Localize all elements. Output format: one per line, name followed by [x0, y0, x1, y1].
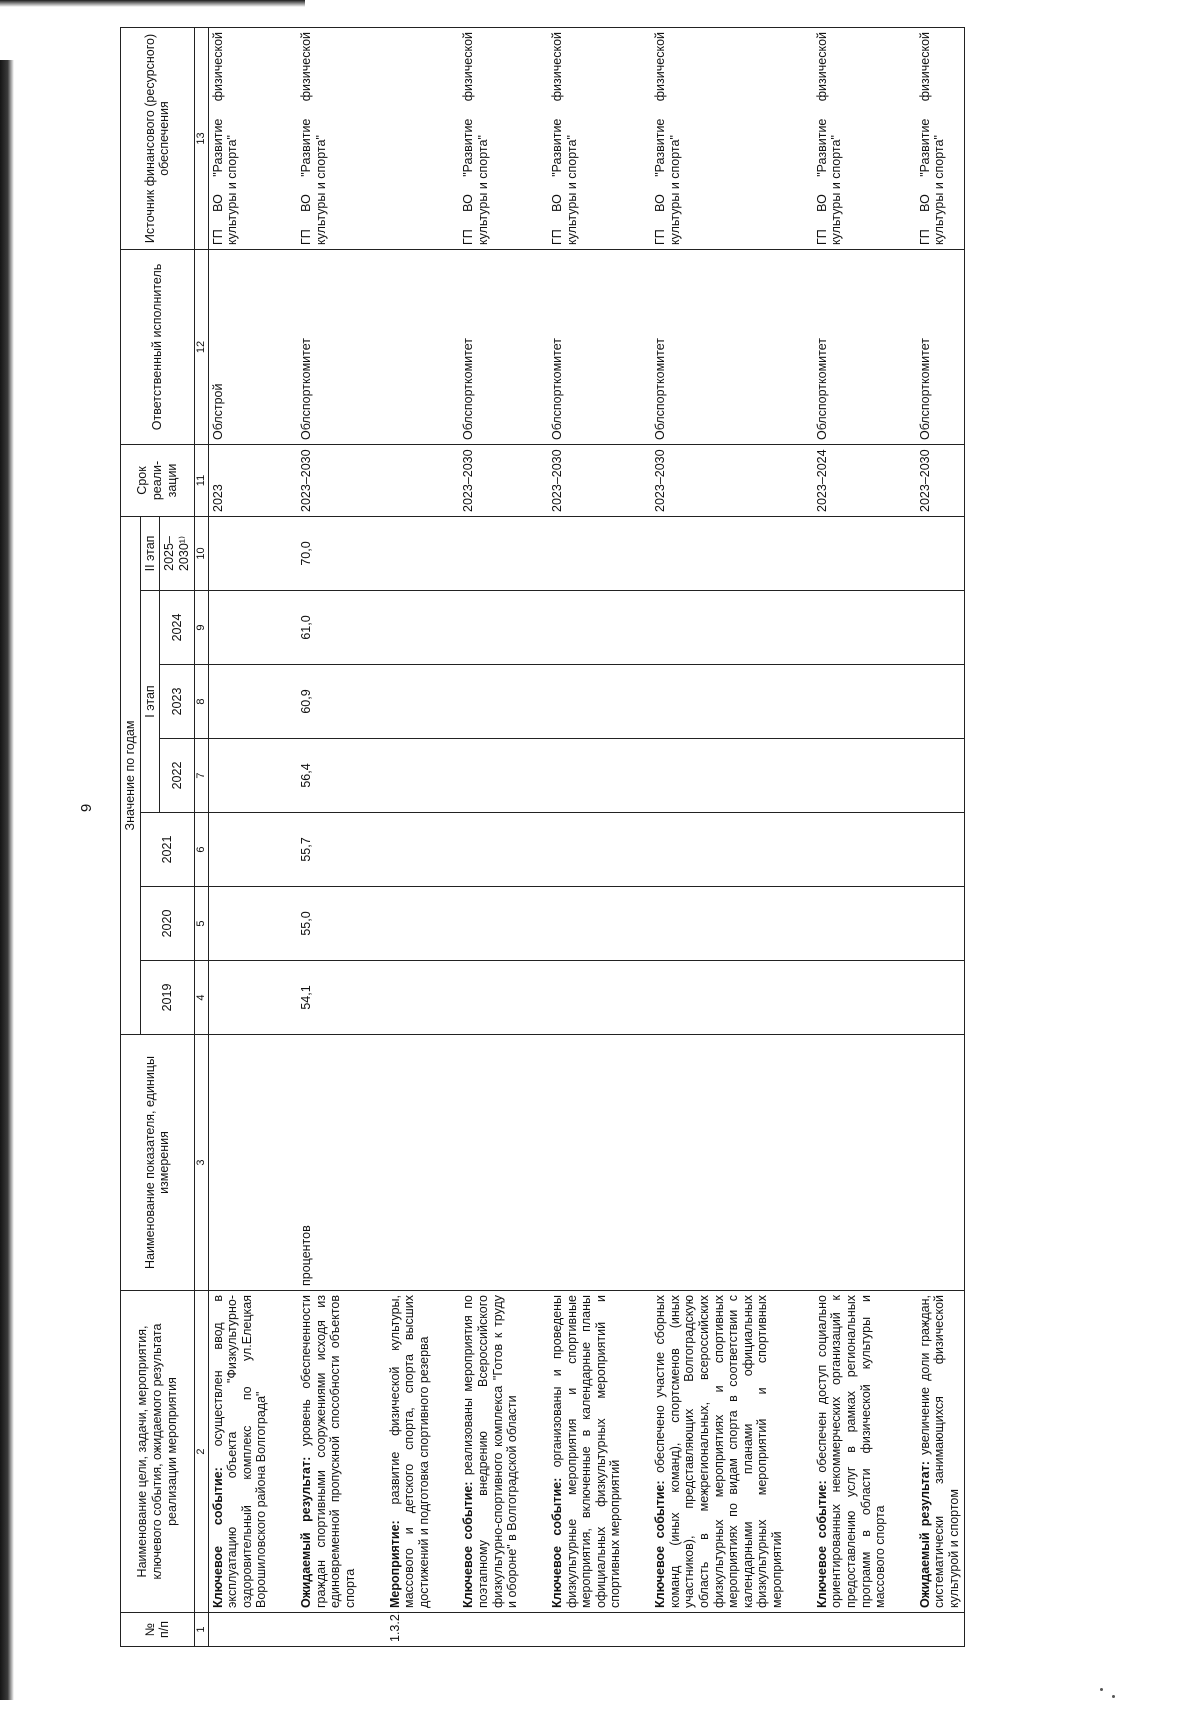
spacer-cell — [890, 591, 916, 665]
spacer-cell — [433, 1035, 459, 1291]
row-value-2020 — [813, 887, 890, 961]
row-text: организованы и проведены физкультурные мероприятия и спортивные мероприятия, включенные в календарные планы официальных физкультурных мероприятий и спортивных мероприятий — [549, 1295, 623, 1608]
row-value-2019 — [651, 961, 787, 1035]
row-value-2022 — [548, 739, 625, 813]
column-number: 11 — [194, 444, 208, 516]
row-number — [297, 1613, 360, 1647]
row-source: ГП ВО "Развитие физической культуры и спорта" — [459, 27, 522, 249]
table-row — [297, 27, 360, 1646]
page-number: 9 — [78, 803, 95, 813]
row-spacer — [433, 27, 459, 1646]
row-term: 2023–2030 — [651, 444, 787, 516]
row-value-2021 — [386, 813, 434, 887]
header-year-2019: 2019 — [140, 961, 194, 1035]
table-row — [813, 27, 890, 1646]
row-lead: Ключевое событие: — [549, 1477, 564, 1608]
row-lead: Ожидаемый результат: — [917, 1461, 932, 1608]
row-source: ГП ВО "Развитие физической культуры и спорта" — [651, 27, 787, 249]
row-description — [459, 1291, 522, 1613]
spacer-cell — [890, 444, 916, 516]
row-lead: Ожидаемый результат: — [299, 1456, 313, 1608]
row-value-2020 — [208, 887, 271, 961]
table-row — [208, 27, 271, 1646]
row-number — [916, 1613, 964, 1647]
header-year-2022: 2022 — [160, 739, 194, 813]
header-stage-2: II этап — [140, 516, 160, 590]
table-row — [386, 27, 434, 1646]
spacer-cell — [522, 249, 548, 444]
spacer-cell — [271, 516, 297, 590]
spacer-cell — [360, 739, 386, 813]
spacer-cell — [787, 813, 813, 887]
header-name: Наименование цели, задачи, мероприятия, ключевого события, ожидаемого результата реализации мероприятия — [121, 1291, 195, 1613]
row-spacer — [625, 27, 651, 1646]
row-source: ГП ВО "Развитие физической культуры и спорта" — [548, 27, 625, 249]
spacer-cell — [522, 1291, 548, 1613]
row-responsible — [386, 249, 434, 444]
spacer-cell — [522, 961, 548, 1035]
row-text: осуществлен ввод в эксплуатацию объекта "Физкультурно-оздоровительный комплекс по ул.Елецкая Ворошиловского района Волгограда" — [210, 1295, 269, 1608]
spacer-cell — [433, 1613, 459, 1647]
spacer-cell — [625, 813, 651, 887]
spacer-cell — [787, 887, 813, 961]
row-indicator — [916, 1035, 964, 1291]
row-value-2025 — [548, 516, 625, 590]
spacer-cell — [271, 249, 297, 444]
row-value-2021 — [916, 813, 964, 887]
header-responsible: Ответственный исполнитель — [121, 249, 195, 444]
row-value-2022 — [916, 739, 964, 813]
row-spacer — [890, 27, 916, 1646]
row-value-2023 — [208, 665, 271, 739]
row-value-2019 — [208, 961, 271, 1035]
row-value-2022 — [651, 739, 787, 813]
row-value-2024 — [386, 591, 434, 665]
row-value-2021: 55,7 — [297, 813, 360, 887]
column-number: 7 — [194, 739, 208, 813]
spacer-cell — [271, 813, 297, 887]
row-value-2023 — [813, 665, 890, 739]
row-term: 2023–2030 — [459, 444, 522, 516]
row-term — [386, 444, 434, 516]
spacer-cell — [522, 444, 548, 516]
spacer-cell — [787, 739, 813, 813]
spacer-cell — [522, 739, 548, 813]
row-value-2020 — [459, 887, 522, 961]
row-value-2024: 61,0 — [297, 591, 360, 665]
row-lead: Мероприятие: — [387, 1520, 402, 1608]
row-value-2020 — [651, 887, 787, 961]
row-responsible: Облспорткомитет — [916, 249, 964, 444]
column-number: 5 — [194, 887, 208, 961]
row-term: 2023–2030 — [548, 444, 625, 516]
scan-left-edge — [0, 60, 14, 1700]
header-term: Срок реали-зации — [121, 444, 195, 516]
spacer-cell — [360, 961, 386, 1035]
spacer-cell — [360, 27, 386, 249]
rotated-page — [70, 5, 1110, 1685]
spacer-cell — [271, 1291, 297, 1613]
row-value-2020 — [386, 887, 434, 961]
row-text: обеспечено участие сборных команд (иных команд), спортсменов (иных участников), представляющих Волгоградскую область в межрегиональных, всероссийских физкультурных мероприятиях и спортивных мероприятиях по видам спорта в соответствии с календарными планами официальных физкультурных мероприятий и спортивных мероприятий — [653, 1295, 784, 1608]
spacer-cell — [787, 249, 813, 444]
table-body — [208, 27, 964, 1646]
row-value-2025 — [916, 516, 964, 590]
header-year-2020: 2020 — [140, 887, 194, 961]
row-term: 2023–2030 — [916, 444, 964, 516]
spacer-cell — [890, 1613, 916, 1647]
row-number — [208, 1613, 271, 1647]
row-indicator — [813, 1035, 890, 1291]
column-numbering-row — [194, 27, 208, 1646]
row-value-2024 — [208, 591, 271, 665]
spacer-cell — [433, 665, 459, 739]
row-number — [813, 1613, 890, 1647]
row-value-2024 — [813, 591, 890, 665]
spacer-cell — [890, 1035, 916, 1291]
spacer-cell — [787, 516, 813, 590]
row-indicator — [548, 1035, 625, 1291]
row-source: ГП ВО "Развитие физической культуры и спорта" — [916, 27, 964, 249]
column-number: 10 — [194, 516, 208, 590]
spacer-cell — [271, 665, 297, 739]
header-source: Источник финансового (ресурсного) обеспечения — [121, 27, 195, 249]
header-stage-1: I этап — [140, 591, 160, 813]
spacer-cell — [787, 1613, 813, 1647]
spacer-cell — [625, 1035, 651, 1291]
row-text: увеличение доли граждан, систематически занимающихся физической культурой и спортом — [917, 1295, 961, 1608]
spacer-cell — [625, 1613, 651, 1647]
row-value-2021 — [548, 813, 625, 887]
spacer-cell — [433, 1291, 459, 1613]
spacer-cell — [787, 591, 813, 665]
row-lead: Ключевое событие: — [210, 1467, 225, 1608]
column-number: 12 — [194, 249, 208, 444]
row-value-2020 — [916, 887, 964, 961]
spacer-cell — [522, 813, 548, 887]
spacer-cell — [787, 665, 813, 739]
spacer-cell — [271, 27, 297, 249]
spacer-cell — [522, 887, 548, 961]
spacer-cell — [625, 1291, 651, 1613]
row-value-2021 — [459, 813, 522, 887]
spacer-cell — [360, 887, 386, 961]
program-table — [120, 27, 965, 1647]
spacer-cell — [433, 516, 459, 590]
spacer-cell — [787, 27, 813, 249]
table-row — [651, 27, 787, 1646]
row-spacer — [522, 27, 548, 1646]
row-spacer — [360, 27, 386, 1646]
row-responsible: Облспорткомитет — [548, 249, 625, 444]
spacer-cell — [625, 516, 651, 590]
row-spacer — [271, 27, 297, 1646]
spacer-cell — [522, 1035, 548, 1291]
row-value-2023 — [386, 665, 434, 739]
spacer-cell — [890, 1291, 916, 1613]
column-number: 1 — [194, 1613, 208, 1647]
row-value-2021 — [651, 813, 787, 887]
spacer-cell — [360, 591, 386, 665]
row-value-2019 — [459, 961, 522, 1035]
spacer-cell — [625, 249, 651, 444]
row-value-2025 — [459, 516, 522, 590]
spacer-cell — [360, 665, 386, 739]
row-value-2024 — [548, 591, 625, 665]
row-value-2023 — [548, 665, 625, 739]
table-row — [459, 27, 522, 1646]
spacer-cell — [433, 813, 459, 887]
column-number: 9 — [194, 591, 208, 665]
spacer-cell — [360, 1035, 386, 1291]
spacer-cell — [271, 739, 297, 813]
row-number: 1.3.2. — [386, 1613, 434, 1647]
header-year-2024: 2024 — [160, 591, 194, 665]
row-value-2025: 70,0 — [297, 516, 360, 590]
header-num: № п/п — [121, 1613, 195, 1647]
row-term: 2023 — [208, 444, 271, 516]
header-indicator: Наименование показателя, единицы измерения — [121, 1035, 195, 1291]
spacer-cell — [433, 961, 459, 1035]
spacer-cell — [625, 665, 651, 739]
spacer-cell — [625, 887, 651, 961]
spacer-cell — [890, 813, 916, 887]
spacer-cell — [890, 961, 916, 1035]
spacer-cell — [360, 1291, 386, 1613]
row-text: уровень обеспеченности граждан спортивными сооружениями исходя из единовременной пропускной способности объектов спорта — [299, 1295, 357, 1608]
row-lead: Ключевое событие: — [461, 1481, 476, 1608]
row-indicator: процентов — [297, 1035, 360, 1291]
spacer-cell — [271, 887, 297, 961]
spacer-cell — [787, 1035, 813, 1291]
header-year-2025: 2025–2030¹⁾ — [160, 516, 194, 590]
row-description — [548, 1291, 625, 1613]
row-source: ГП ВО "Развитие физической культуры и спорта" — [297, 27, 360, 249]
row-value-2019 — [548, 961, 625, 1035]
spacer-cell — [522, 591, 548, 665]
spacer-cell — [890, 249, 916, 444]
row-value-2025 — [651, 516, 787, 590]
row-value-2023 — [651, 665, 787, 739]
spacer-cell — [625, 27, 651, 249]
header-values: Значение по годам — [121, 516, 141, 1034]
spacer-cell — [890, 27, 916, 249]
row-responsible: Облспорткомитет — [813, 249, 890, 444]
row-description — [813, 1291, 890, 1613]
spacer-cell — [625, 739, 651, 813]
row-number — [548, 1613, 625, 1647]
spacer-cell — [433, 249, 459, 444]
spacer-cell — [271, 961, 297, 1035]
row-value-2022: 56,4 — [297, 739, 360, 813]
spacer-cell — [433, 591, 459, 665]
row-value-2022 — [813, 739, 890, 813]
spacer-cell — [271, 1613, 297, 1647]
row-value-2024 — [651, 591, 787, 665]
row-description — [651, 1291, 787, 1613]
row-indicator — [386, 1035, 434, 1291]
header-year-2021: 2021 — [140, 813, 194, 887]
row-source: ГП ВО "Развитие физической культуры и спорта" — [813, 27, 890, 249]
spacer-cell — [787, 961, 813, 1035]
spacer-cell — [890, 887, 916, 961]
spacer-cell — [890, 739, 916, 813]
spacer-cell — [360, 444, 386, 516]
row-value-2022 — [459, 739, 522, 813]
spacer-cell — [890, 665, 916, 739]
header-year-2023: 2023 — [160, 665, 194, 739]
row-indicator — [651, 1035, 787, 1291]
spacer-cell — [271, 1035, 297, 1291]
spacer-cell — [522, 665, 548, 739]
row-responsible: Облстрой — [208, 249, 271, 444]
row-source — [386, 27, 434, 249]
row-indicator — [459, 1035, 522, 1291]
table-row — [548, 27, 625, 1646]
row-value-2019: 54,1 — [297, 961, 360, 1035]
row-value-2024 — [916, 591, 964, 665]
row-description — [208, 1291, 271, 1613]
spacer-cell — [625, 444, 651, 516]
scan-speck — [1112, 1695, 1115, 1698]
column-number: 13 — [194, 27, 208, 249]
spacer-cell — [271, 591, 297, 665]
spacer-cell — [360, 1613, 386, 1647]
row-value-2020 — [548, 887, 625, 961]
row-value-2021 — [813, 813, 890, 887]
column-number: 8 — [194, 665, 208, 739]
row-responsible: Облспорткомитет — [459, 249, 522, 444]
row-lead: Ключевое событие: — [814, 1480, 829, 1608]
column-number: 3 — [194, 1035, 208, 1291]
table-row — [916, 27, 964, 1646]
row-value-2021 — [208, 813, 271, 887]
row-term: 2023–2030 — [297, 444, 360, 516]
spacer-cell — [271, 444, 297, 516]
spacer-cell — [522, 1613, 548, 1647]
row-number — [651, 1613, 787, 1647]
row-text: развитие физической культуры, массового и детского спорта, спорта высших достижений и подготовка спортивного резерва — [387, 1295, 431, 1608]
spacer-cell — [787, 444, 813, 516]
row-spacer — [787, 27, 813, 1646]
row-lead: Ключевое событие: — [653, 1480, 667, 1608]
row-description — [916, 1291, 964, 1613]
row-term: 2023–2024 — [813, 444, 890, 516]
spacer-cell — [433, 887, 459, 961]
row-value-2023: 60,9 — [297, 665, 360, 739]
row-value-2019 — [386, 961, 434, 1035]
row-text: реализованы мероприятия по поэтапному внедрению Всероссийского физкультурно-спортивного комплекса "Готов к труду и обороне" в Волгоградской области — [461, 1295, 520, 1608]
row-value-2025 — [208, 516, 271, 590]
spacer-cell — [625, 961, 651, 1035]
row-value-2019 — [813, 961, 890, 1035]
row-value-2025 — [813, 516, 890, 590]
spacer-cell — [360, 516, 386, 590]
row-responsible: Облспорткомитет — [297, 249, 360, 444]
row-value-2025 — [386, 516, 434, 590]
spacer-cell — [522, 27, 548, 249]
spacer-cell — [433, 27, 459, 249]
spacer-cell — [360, 249, 386, 444]
row-value-2019 — [916, 961, 964, 1035]
spacer-cell — [360, 813, 386, 887]
spacer-cell — [433, 444, 459, 516]
spacer-cell — [890, 516, 916, 590]
row-value-2023 — [459, 665, 522, 739]
column-number: 2 — [194, 1291, 208, 1613]
row-responsible: Облспорткомитет — [651, 249, 787, 444]
row-value-2020: 55,0 — [297, 887, 360, 961]
spacer-cell — [433, 739, 459, 813]
column-number: 6 — [194, 813, 208, 887]
row-description — [297, 1291, 360, 1613]
row-number — [459, 1613, 522, 1647]
scan-speck — [1100, 1688, 1103, 1691]
spacer-cell — [625, 591, 651, 665]
column-number: 4 — [194, 961, 208, 1035]
row-value-2022 — [208, 739, 271, 813]
spacer-cell — [522, 516, 548, 590]
row-value-2023 — [916, 665, 964, 739]
spacer-cell — [787, 1291, 813, 1613]
row-text: обеспечен доступ социально ориентированных некоммерческих организаций к предоставлению услуг в рамках региональных программ в области физической культуры и массового спорта — [814, 1295, 888, 1608]
row-value-2022 — [386, 739, 434, 813]
row-value-2024 — [459, 591, 522, 665]
row-indicator — [208, 1035, 271, 1291]
row-source: ГП ВО "Развитие физической культуры и спорта" — [208, 27, 271, 249]
row-description — [386, 1291, 434, 1613]
